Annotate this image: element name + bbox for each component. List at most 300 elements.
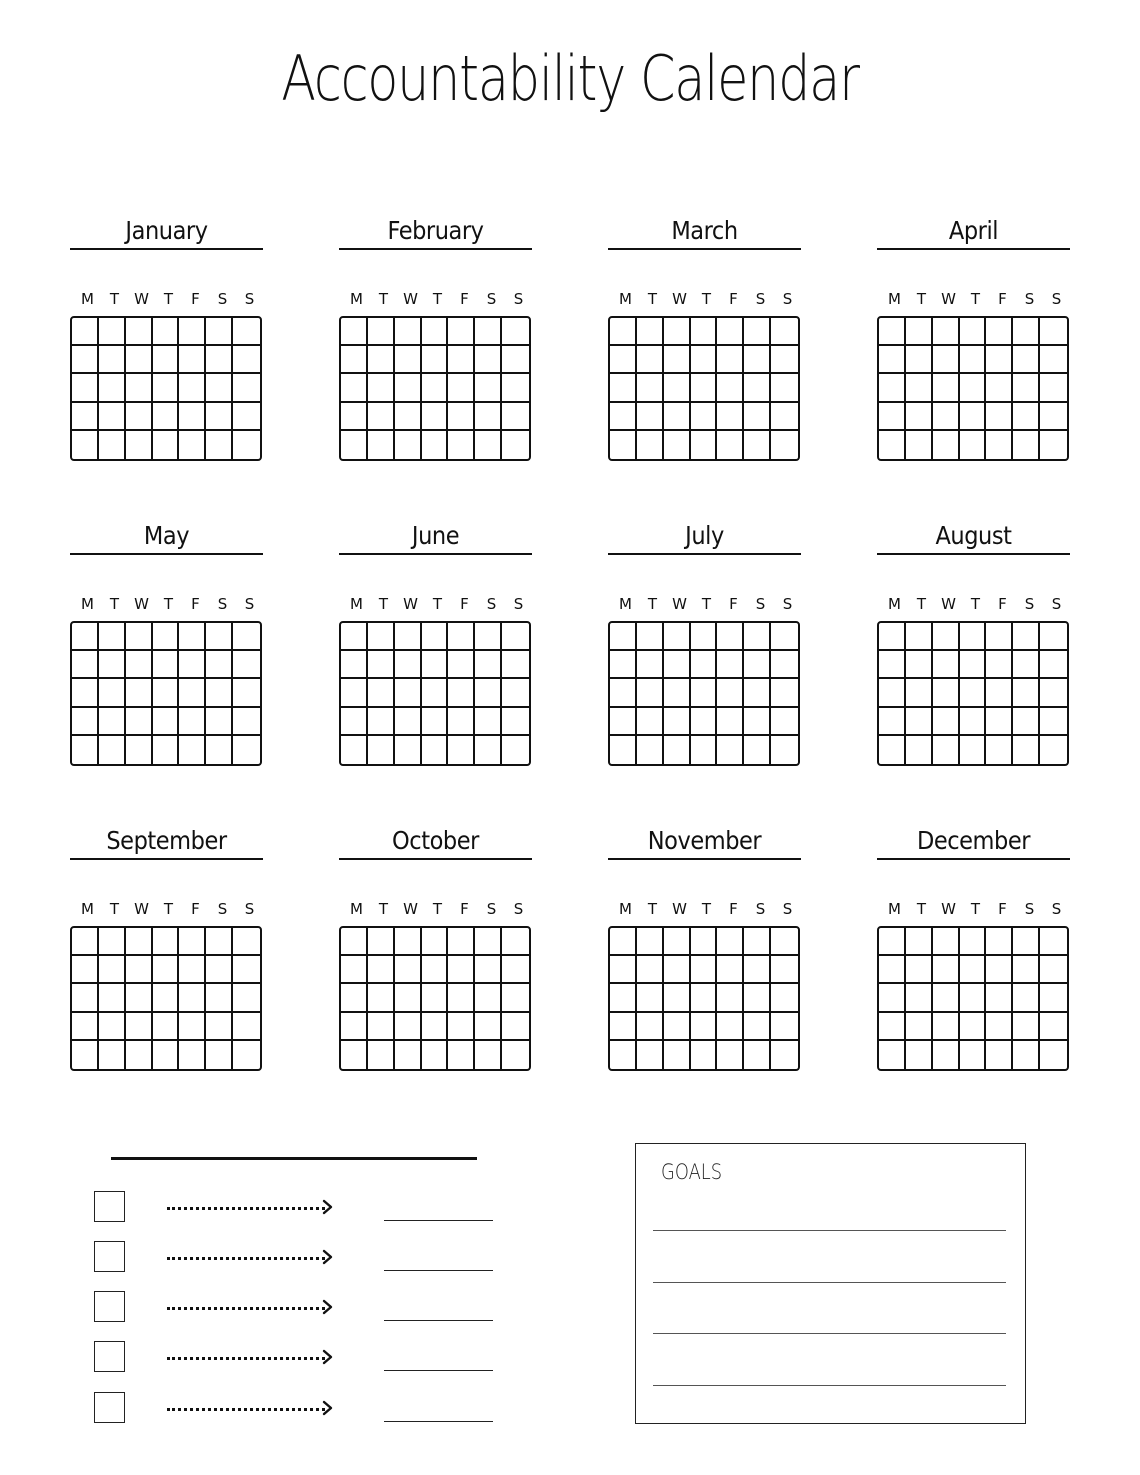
day-cell[interactable] xyxy=(395,956,422,984)
day-cell[interactable] xyxy=(233,984,260,1012)
day-cell[interactable] xyxy=(502,956,529,984)
day-cell[interactable] xyxy=(502,374,529,402)
day-cell[interactable] xyxy=(906,736,933,764)
day-cell[interactable] xyxy=(448,1013,475,1041)
day-cell[interactable] xyxy=(368,1041,395,1069)
day-cell[interactable] xyxy=(960,1041,987,1069)
day-cell[interactable] xyxy=(691,1041,718,1069)
day-cell[interactable] xyxy=(1013,1041,1040,1069)
goal-line[interactable] xyxy=(653,1230,1006,1231)
day-cell[interactable] xyxy=(206,928,233,956)
day-cell[interactable] xyxy=(986,623,1013,651)
day-cell[interactable] xyxy=(771,403,798,431)
day-cell[interactable] xyxy=(179,374,206,402)
day-cell[interactable] xyxy=(691,708,718,736)
day-cell[interactable] xyxy=(341,346,368,374)
day-cell[interactable] xyxy=(395,1041,422,1069)
day-cell[interactable] xyxy=(610,374,637,402)
day-cell[interactable] xyxy=(960,374,987,402)
day-cell[interactable] xyxy=(610,431,637,459)
day-cell[interactable] xyxy=(475,1013,502,1041)
day-cell[interactable] xyxy=(422,928,449,956)
day-cell[interactable] xyxy=(960,346,987,374)
day-cell[interactable] xyxy=(906,708,933,736)
day-cell[interactable] xyxy=(72,374,99,402)
day-cell[interactable] xyxy=(153,736,180,764)
day-cell[interactable] xyxy=(179,679,206,707)
day-cell[interactable] xyxy=(610,1013,637,1041)
day-cell[interactable] xyxy=(691,623,718,651)
day-cell[interactable] xyxy=(664,1041,691,1069)
day-cell[interactable] xyxy=(1040,403,1067,431)
day-cell[interactable] xyxy=(610,928,637,956)
day-cell[interactable] xyxy=(933,928,960,956)
day-cell[interactable] xyxy=(771,928,798,956)
goal-line[interactable] xyxy=(653,1333,1006,1334)
day-cell[interactable] xyxy=(986,956,1013,984)
day-cell[interactable] xyxy=(99,623,126,651)
day-cell[interactable] xyxy=(72,956,99,984)
day-cell[interactable] xyxy=(717,1013,744,1041)
day-cell[interactable] xyxy=(691,346,718,374)
day-cell[interactable] xyxy=(1040,318,1067,346)
day-cell[interactable] xyxy=(233,651,260,679)
day-cell[interactable] xyxy=(933,708,960,736)
day-cell[interactable] xyxy=(126,651,153,679)
day-cell[interactable] xyxy=(179,984,206,1012)
day-cell[interactable] xyxy=(986,403,1013,431)
day-cell[interactable] xyxy=(771,956,798,984)
day-cell[interactable] xyxy=(126,956,153,984)
day-cell[interactable] xyxy=(986,1013,1013,1041)
day-cell[interactable] xyxy=(1040,1041,1067,1069)
day-cell[interactable] xyxy=(99,1041,126,1069)
day-cell[interactable] xyxy=(1013,346,1040,374)
day-cell[interactable] xyxy=(1013,623,1040,651)
day-cell[interactable] xyxy=(126,708,153,736)
day-cell[interactable] xyxy=(475,736,502,764)
day-cell[interactable] xyxy=(637,1041,664,1069)
day-cell[interactable] xyxy=(637,984,664,1012)
day-cell[interactable] xyxy=(637,956,664,984)
day-cell[interactable] xyxy=(610,956,637,984)
day-cell[interactable] xyxy=(1040,928,1067,956)
day-cell[interactable] xyxy=(879,374,906,402)
day-cell[interactable] xyxy=(691,1013,718,1041)
day-cell[interactable] xyxy=(664,374,691,402)
day-cell[interactable] xyxy=(422,403,449,431)
day-cell[interactable] xyxy=(72,736,99,764)
day-cell[interactable] xyxy=(637,1013,664,1041)
day-cell[interactable] xyxy=(610,651,637,679)
day-cell[interactable] xyxy=(475,346,502,374)
day-cell[interactable] xyxy=(475,651,502,679)
day-cell[interactable] xyxy=(502,984,529,1012)
day-cell[interactable] xyxy=(475,318,502,346)
day-cell[interactable] xyxy=(960,679,987,707)
day-cell[interactable] xyxy=(1040,736,1067,764)
day-cell[interactable] xyxy=(771,651,798,679)
day-cell[interactable] xyxy=(206,431,233,459)
task-blank-line[interactable] xyxy=(384,1370,493,1371)
day-cell[interactable] xyxy=(99,984,126,1012)
day-cell[interactable] xyxy=(341,984,368,1012)
day-cell[interactable] xyxy=(368,318,395,346)
day-cell[interactable] xyxy=(1013,928,1040,956)
day-cell[interactable] xyxy=(153,679,180,707)
day-cell[interactable] xyxy=(341,651,368,679)
day-cell[interactable] xyxy=(717,651,744,679)
day-cell[interactable] xyxy=(475,1041,502,1069)
day-cell[interactable] xyxy=(233,318,260,346)
day-cell[interactable] xyxy=(664,708,691,736)
day-cell[interactable] xyxy=(1040,374,1067,402)
day-cell[interactable] xyxy=(126,984,153,1012)
day-cell[interactable] xyxy=(744,708,771,736)
day-cell[interactable] xyxy=(1040,956,1067,984)
day-cell[interactable] xyxy=(179,651,206,679)
day-cell[interactable] xyxy=(771,1013,798,1041)
day-cell[interactable] xyxy=(448,984,475,1012)
day-cell[interactable] xyxy=(637,431,664,459)
day-cell[interactable] xyxy=(664,679,691,707)
day-cell[interactable] xyxy=(179,708,206,736)
day-cell[interactable] xyxy=(395,651,422,679)
day-cell[interactable] xyxy=(153,403,180,431)
task-blank-line[interactable] xyxy=(384,1421,493,1422)
day-cell[interactable] xyxy=(664,623,691,651)
day-cell[interactable] xyxy=(341,374,368,402)
day-cell[interactable] xyxy=(72,1013,99,1041)
day-cell[interactable] xyxy=(99,679,126,707)
day-cell[interactable] xyxy=(126,736,153,764)
day-cell[interactable] xyxy=(422,374,449,402)
task-blank-line[interactable] xyxy=(384,1320,493,1321)
day-cell[interactable] xyxy=(475,623,502,651)
day-cell[interactable] xyxy=(744,431,771,459)
day-cell[interactable] xyxy=(691,374,718,402)
day-cell[interactable] xyxy=(72,623,99,651)
day-cell[interactable] xyxy=(691,679,718,707)
day-cell[interactable] xyxy=(986,318,1013,346)
day-cell[interactable] xyxy=(879,431,906,459)
day-cell[interactable] xyxy=(664,956,691,984)
day-cell[interactable] xyxy=(99,403,126,431)
day-cell[interactable] xyxy=(448,346,475,374)
day-cell[interactable] xyxy=(72,984,99,1012)
day-cell[interactable] xyxy=(637,623,664,651)
day-cell[interactable] xyxy=(395,431,422,459)
day-cell[interactable] xyxy=(771,374,798,402)
day-cell[interactable] xyxy=(448,736,475,764)
day-cell[interactable] xyxy=(906,318,933,346)
day-cell[interactable] xyxy=(771,1041,798,1069)
day-cell[interactable] xyxy=(933,651,960,679)
day-cell[interactable] xyxy=(637,679,664,707)
day-cell[interactable] xyxy=(502,928,529,956)
day-cell[interactable] xyxy=(960,708,987,736)
day-cell[interactable] xyxy=(72,403,99,431)
day-cell[interactable] xyxy=(233,956,260,984)
day-cell[interactable] xyxy=(933,984,960,1012)
day-cell[interactable] xyxy=(610,1041,637,1069)
day-cell[interactable] xyxy=(368,736,395,764)
day-cell[interactable] xyxy=(233,431,260,459)
day-cell[interactable] xyxy=(691,956,718,984)
day-cell[interactable] xyxy=(744,1041,771,1069)
day-cell[interactable] xyxy=(1013,679,1040,707)
day-cell[interactable] xyxy=(179,1041,206,1069)
day-cell[interactable] xyxy=(99,956,126,984)
day-cell[interactable] xyxy=(206,1041,233,1069)
day-cell[interactable] xyxy=(960,651,987,679)
day-cell[interactable] xyxy=(879,1013,906,1041)
day-cell[interactable] xyxy=(691,928,718,956)
day-cell[interactable] xyxy=(206,736,233,764)
day-cell[interactable] xyxy=(99,346,126,374)
day-cell[interactable] xyxy=(664,928,691,956)
day-cell[interactable] xyxy=(1013,984,1040,1012)
day-cell[interactable] xyxy=(395,318,422,346)
day-cell[interactable] xyxy=(475,374,502,402)
day-cell[interactable] xyxy=(744,318,771,346)
day-cell[interactable] xyxy=(879,318,906,346)
day-cell[interactable] xyxy=(906,1013,933,1041)
day-cell[interactable] xyxy=(691,431,718,459)
day-cell[interactable] xyxy=(153,1013,180,1041)
day-cell[interactable] xyxy=(395,736,422,764)
day-cell[interactable] xyxy=(126,318,153,346)
day-cell[interactable] xyxy=(233,1041,260,1069)
day-cell[interactable] xyxy=(475,679,502,707)
day-cell[interactable] xyxy=(368,651,395,679)
day-cell[interactable] xyxy=(341,318,368,346)
day-cell[interactable] xyxy=(502,318,529,346)
day-cell[interactable] xyxy=(664,318,691,346)
task-checkbox[interactable] xyxy=(94,1241,125,1272)
day-cell[interactable] xyxy=(368,431,395,459)
day-cell[interactable] xyxy=(153,708,180,736)
day-cell[interactable] xyxy=(986,651,1013,679)
day-cell[interactable] xyxy=(341,708,368,736)
day-cell[interactable] xyxy=(422,651,449,679)
day-cell[interactable] xyxy=(906,956,933,984)
day-cell[interactable] xyxy=(233,346,260,374)
day-cell[interactable] xyxy=(126,431,153,459)
day-cell[interactable] xyxy=(153,956,180,984)
day-cell[interactable] xyxy=(502,623,529,651)
day-cell[interactable] xyxy=(233,623,260,651)
day-cell[interactable] xyxy=(879,679,906,707)
day-cell[interactable] xyxy=(933,623,960,651)
day-cell[interactable] xyxy=(1013,431,1040,459)
day-cell[interactable] xyxy=(153,623,180,651)
day-cell[interactable] xyxy=(717,708,744,736)
day-cell[interactable] xyxy=(448,1041,475,1069)
day-cell[interactable] xyxy=(879,1041,906,1069)
day-cell[interactable] xyxy=(395,708,422,736)
day-cell[interactable] xyxy=(179,1013,206,1041)
day-cell[interactable] xyxy=(986,431,1013,459)
day-cell[interactable] xyxy=(986,679,1013,707)
day-cell[interactable] xyxy=(206,708,233,736)
day-cell[interactable] xyxy=(368,984,395,1012)
day-cell[interactable] xyxy=(933,431,960,459)
day-cell[interactable] xyxy=(72,318,99,346)
goal-line[interactable] xyxy=(653,1282,1006,1283)
day-cell[interactable] xyxy=(448,679,475,707)
day-cell[interactable] xyxy=(153,928,180,956)
day-cell[interactable] xyxy=(637,736,664,764)
day-cell[interactable] xyxy=(448,318,475,346)
day-cell[interactable] xyxy=(879,346,906,374)
day-cell[interactable] xyxy=(448,623,475,651)
day-cell[interactable] xyxy=(717,956,744,984)
day-cell[interactable] xyxy=(475,928,502,956)
day-cell[interactable] xyxy=(906,679,933,707)
day-cell[interactable] xyxy=(422,346,449,374)
day-cell[interactable] xyxy=(233,736,260,764)
day-cell[interactable] xyxy=(233,708,260,736)
day-cell[interactable] xyxy=(637,346,664,374)
day-cell[interactable] xyxy=(72,346,99,374)
day-cell[interactable] xyxy=(233,679,260,707)
day-cell[interactable] xyxy=(422,679,449,707)
day-cell[interactable] xyxy=(717,679,744,707)
day-cell[interactable] xyxy=(99,928,126,956)
day-cell[interactable] xyxy=(1040,431,1067,459)
day-cell[interactable] xyxy=(475,956,502,984)
day-cell[interactable] xyxy=(906,623,933,651)
day-cell[interactable] xyxy=(1040,1013,1067,1041)
day-cell[interactable] xyxy=(502,651,529,679)
day-cell[interactable] xyxy=(1040,679,1067,707)
day-cell[interactable] xyxy=(960,623,987,651)
day-cell[interactable] xyxy=(1040,708,1067,736)
day-cell[interactable] xyxy=(206,403,233,431)
day-cell[interactable] xyxy=(368,403,395,431)
day-cell[interactable] xyxy=(960,403,987,431)
day-cell[interactable] xyxy=(717,928,744,956)
day-cell[interactable] xyxy=(126,679,153,707)
day-cell[interactable] xyxy=(368,1013,395,1041)
day-cell[interactable] xyxy=(906,651,933,679)
day-cell[interactable] xyxy=(126,928,153,956)
day-cell[interactable] xyxy=(691,736,718,764)
day-cell[interactable] xyxy=(395,1013,422,1041)
day-cell[interactable] xyxy=(664,736,691,764)
day-cell[interactable] xyxy=(986,1041,1013,1069)
day-cell[interactable] xyxy=(341,1013,368,1041)
day-cell[interactable] xyxy=(717,431,744,459)
day-cell[interactable] xyxy=(906,984,933,1012)
day-cell[interactable] xyxy=(664,984,691,1012)
day-cell[interactable] xyxy=(126,623,153,651)
day-cell[interactable] xyxy=(637,318,664,346)
day-cell[interactable] xyxy=(933,679,960,707)
task-list-heading-line[interactable] xyxy=(111,1157,477,1160)
day-cell[interactable] xyxy=(986,708,1013,736)
day-cell[interactable] xyxy=(99,736,126,764)
day-cell[interactable] xyxy=(744,1013,771,1041)
day-cell[interactable] xyxy=(691,651,718,679)
day-cell[interactable] xyxy=(206,623,233,651)
day-cell[interactable] xyxy=(906,431,933,459)
day-cell[interactable] xyxy=(502,346,529,374)
day-cell[interactable] xyxy=(960,984,987,1012)
day-cell[interactable] xyxy=(72,679,99,707)
day-cell[interactable] xyxy=(395,984,422,1012)
day-cell[interactable] xyxy=(153,651,180,679)
day-cell[interactable] xyxy=(744,736,771,764)
task-checkbox[interactable] xyxy=(94,1191,125,1222)
day-cell[interactable] xyxy=(906,374,933,402)
day-cell[interactable] xyxy=(99,431,126,459)
day-cell[interactable] xyxy=(422,623,449,651)
day-cell[interactable] xyxy=(341,928,368,956)
day-cell[interactable] xyxy=(502,431,529,459)
day-cell[interactable] xyxy=(179,346,206,374)
day-cell[interactable] xyxy=(448,403,475,431)
day-cell[interactable] xyxy=(610,403,637,431)
day-cell[interactable] xyxy=(933,1013,960,1041)
day-cell[interactable] xyxy=(691,984,718,1012)
day-cell[interactable] xyxy=(126,374,153,402)
day-cell[interactable] xyxy=(879,403,906,431)
day-cell[interactable] xyxy=(153,318,180,346)
day-cell[interactable] xyxy=(879,623,906,651)
day-cell[interactable] xyxy=(368,623,395,651)
day-cell[interactable] xyxy=(422,431,449,459)
day-cell[interactable] xyxy=(368,956,395,984)
day-cell[interactable] xyxy=(72,708,99,736)
day-cell[interactable] xyxy=(153,1041,180,1069)
day-cell[interactable] xyxy=(879,651,906,679)
day-cell[interactable] xyxy=(717,1041,744,1069)
day-cell[interactable] xyxy=(610,346,637,374)
day-cell[interactable] xyxy=(717,374,744,402)
day-cell[interactable] xyxy=(126,1041,153,1069)
day-cell[interactable] xyxy=(1013,374,1040,402)
day-cell[interactable] xyxy=(206,984,233,1012)
day-cell[interactable] xyxy=(610,984,637,1012)
day-cell[interactable] xyxy=(153,346,180,374)
day-cell[interactable] xyxy=(664,1013,691,1041)
day-cell[interactable] xyxy=(771,736,798,764)
day-cell[interactable] xyxy=(206,374,233,402)
day-cell[interactable] xyxy=(879,928,906,956)
day-cell[interactable] xyxy=(422,736,449,764)
day-cell[interactable] xyxy=(1013,318,1040,346)
day-cell[interactable] xyxy=(744,956,771,984)
day-cell[interactable] xyxy=(933,403,960,431)
day-cell[interactable] xyxy=(1013,736,1040,764)
day-cell[interactable] xyxy=(906,346,933,374)
day-cell[interactable] xyxy=(691,403,718,431)
task-blank-line[interactable] xyxy=(384,1270,493,1271)
day-cell[interactable] xyxy=(637,651,664,679)
day-cell[interactable] xyxy=(502,1013,529,1041)
day-cell[interactable] xyxy=(206,679,233,707)
day-cell[interactable] xyxy=(933,736,960,764)
day-cell[interactable] xyxy=(422,956,449,984)
day-cell[interactable] xyxy=(933,1041,960,1069)
day-cell[interactable] xyxy=(475,708,502,736)
day-cell[interactable] xyxy=(691,318,718,346)
day-cell[interactable] xyxy=(126,346,153,374)
day-cell[interactable] xyxy=(153,374,180,402)
day-cell[interactable] xyxy=(368,708,395,736)
